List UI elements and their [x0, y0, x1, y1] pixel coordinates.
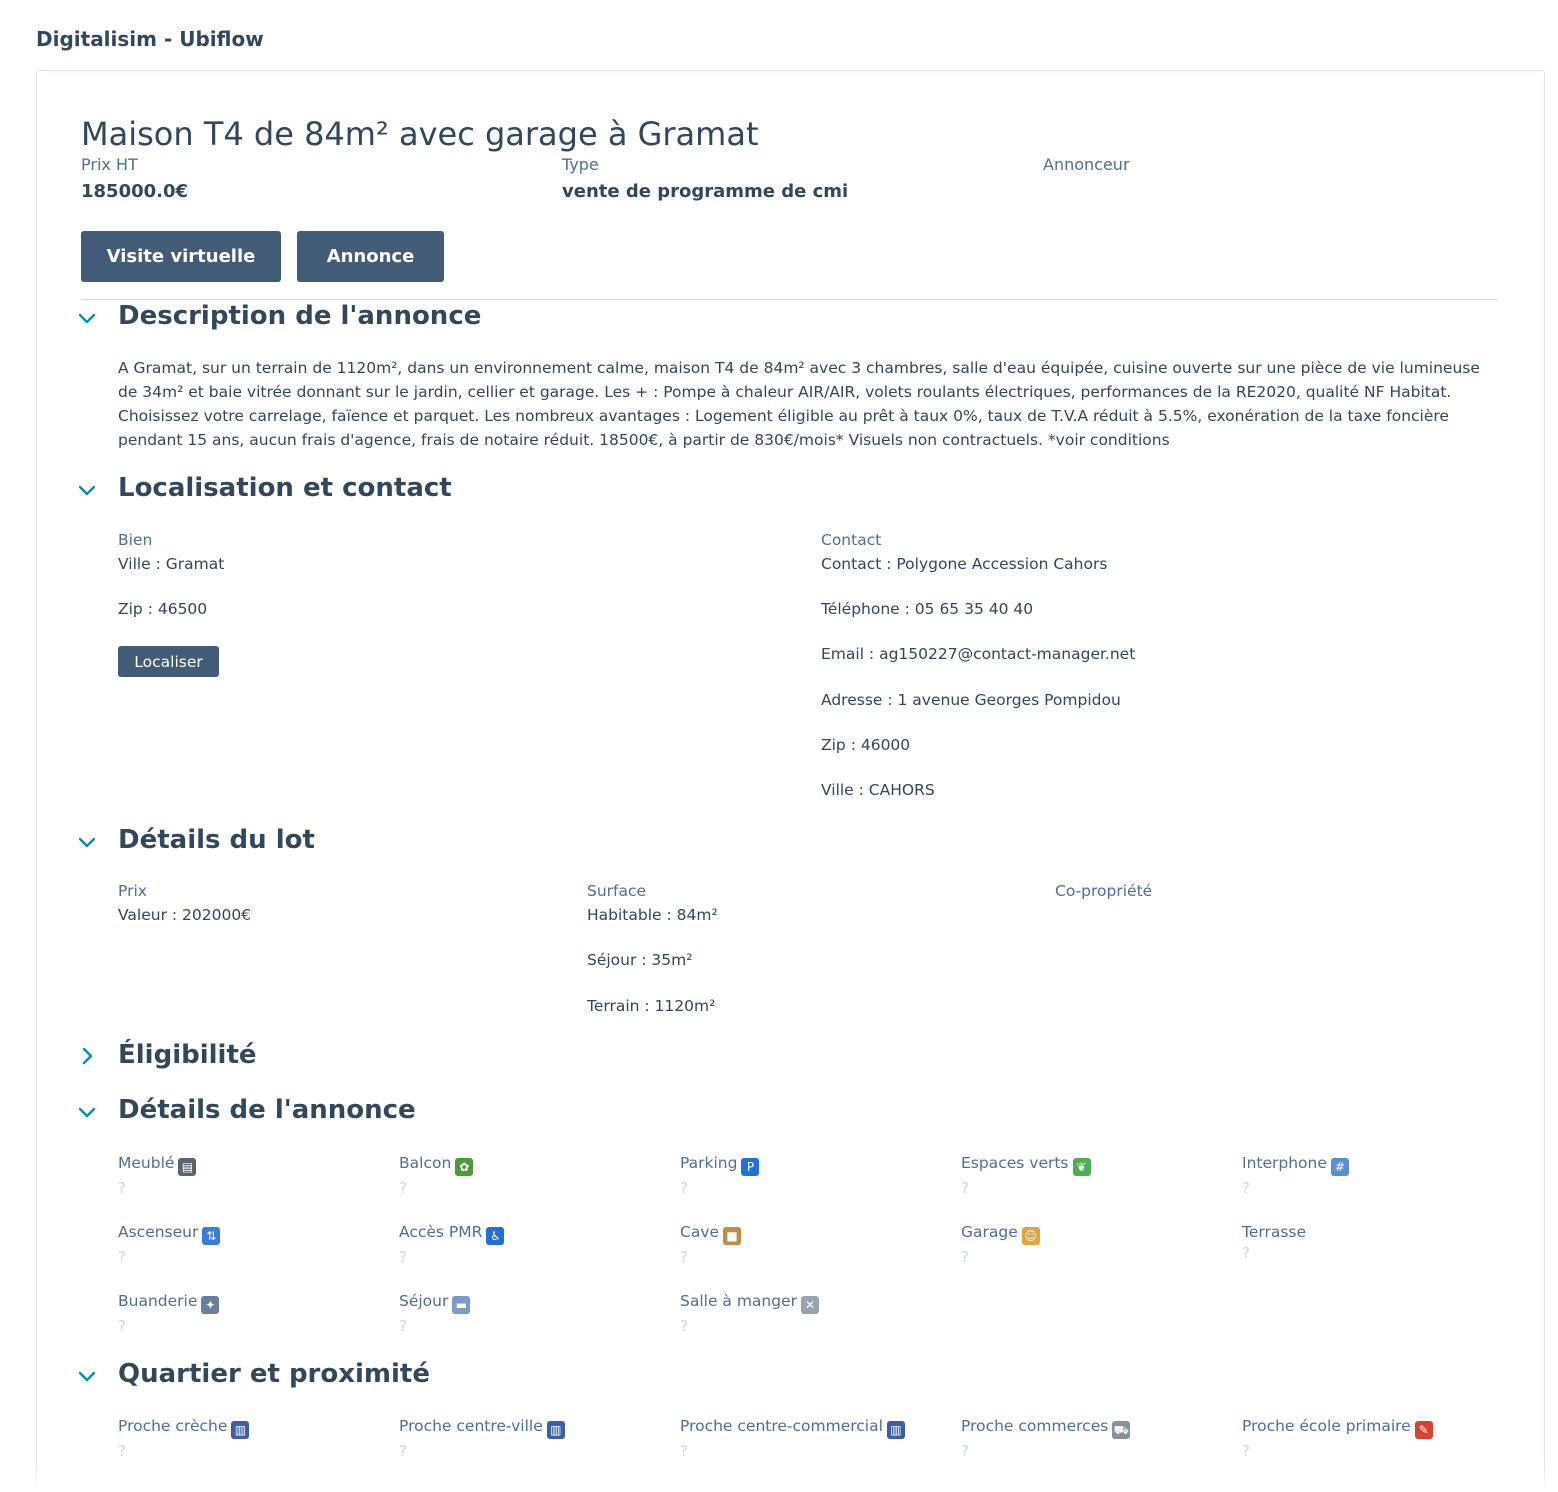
feature-label: Accès PMR: [399, 1223, 483, 1241]
unknown-value-icon: ?: [1242, 1244, 1250, 1262]
unknown-value-icon: ?: [118, 1179, 126, 1197]
feature-label: Ascenseur: [118, 1223, 199, 1241]
feature-item: [399, 1222, 669, 1266]
feature-item: [1242, 1153, 1512, 1197]
unknown-value-icon: ?: [680, 1248, 688, 1266]
feature-item: [118, 1291, 388, 1335]
cabinet-icon: ▤: [178, 1158, 196, 1176]
elevator-icon: ⇅: [202, 1227, 220, 1245]
unknown-value-icon: ?: [1242, 1179, 1250, 1197]
property-zip: Zip : 46500: [118, 600, 208, 618]
unknown-value-icon: ?: [118, 1317, 126, 1335]
feature-item: [961, 1153, 1231, 1197]
fork-knife-icon: ✕: [801, 1296, 819, 1314]
unknown-value-icon: ?: [680, 1442, 688, 1460]
contact-label: Contact: [821, 531, 882, 549]
crayon-icon: ✎: [1415, 1421, 1433, 1439]
feature-label: Proche centre-commercial: [680, 1417, 883, 1435]
section-title-lot[interactable]: Détails du lot: [118, 825, 315, 855]
listing-card: [36, 70, 1545, 1492]
feature-item: [680, 1153, 950, 1197]
feature-label: Proche commerces: [961, 1417, 1109, 1435]
advertiser-label: Annonceur: [1043, 155, 1130, 174]
surface-habitable: Habitable : 84m²: [587, 906, 718, 924]
section-title-details[interactable]: Détails de l'annonce: [118, 1095, 416, 1125]
app-title: Digitalisim - Ubiflow: [36, 27, 264, 51]
chevron-down-icon[interactable]: [77, 1367, 97, 1387]
feature-item: [680, 1222, 950, 1266]
contact-city: Ville : CAHORS: [821, 781, 935, 799]
section-title-location[interactable]: Localisation et contact: [118, 473, 452, 503]
numbers-icon: #: [1331, 1158, 1349, 1176]
feature-label: Parking: [680, 1154, 738, 1172]
chevron-down-icon[interactable]: [77, 309, 97, 329]
feature-item: [118, 1416, 388, 1460]
lot-price-label: Prix: [118, 882, 147, 900]
price-label: Prix HT: [81, 155, 138, 174]
contact-address: Adresse : 1 avenue Georges Pompidou: [821, 691, 1121, 709]
feature-item: [680, 1416, 950, 1460]
listing-button[interactable]: Annonce: [297, 231, 444, 282]
feature-label: Garage: [961, 1223, 1018, 1241]
feature-label: Meublé: [118, 1154, 175, 1172]
surface-land: Terrain : 1120m²: [587, 997, 716, 1015]
herb-icon: ❦: [1073, 1158, 1091, 1176]
cart-icon: ⛟: [1113, 1423, 1129, 1437]
description-text: A Gramat, sur un terrain de 1120m², dans un environnement calme, maison T4 de 84m² avec 3 chambres, salle d'eau équipée, cuisine ouverte sur une pièce de vie lumineuse de 34m² et baie vitrée donnant sur le jardin, cellier et garage. Les + : Pompe à chaleur AIR/AIR, volets roulants électriques, performances de la RE2020, qualité NF Habitat. Choisissez votre carrelage, faïence et parquet. Les nombreux avantages : Logement éligible au prêt à taux 0%, taux de T.V.A réduit à 5.5%, exonération de la taxe foncière pendant 15 ans, aucun frais d'agence, frais de notaire réduit. 18500€, à partir de 830€/mois* Visuels non contractuels. *voir conditions: [118, 359, 1480, 449]
unknown-value-icon: ?: [961, 1179, 969, 1197]
feature-item: [1242, 1416, 1512, 1460]
unknown-value-icon: ?: [118, 1442, 126, 1460]
chevron-down-icon[interactable]: [77, 481, 97, 501]
box-icon: ■: [723, 1227, 741, 1245]
contact-name: Contact : Polygone Accession Cahors: [821, 555, 1108, 573]
unknown-value-icon: ?: [118, 1248, 126, 1266]
feature-item: [680, 1291, 950, 1335]
feature-label: Buanderie: [118, 1292, 198, 1310]
parking-icon: P: [741, 1158, 759, 1176]
city-icon: ▥: [547, 1421, 565, 1439]
surface-living-room: Séjour : 35m²: [587, 951, 693, 969]
feature-label: Terrasse: [1242, 1223, 1307, 1241]
chevron-down-icon[interactable]: [77, 1103, 97, 1123]
feature-label: Proche crèche: [118, 1417, 228, 1435]
mechanic-icon: ☺: [1022, 1227, 1040, 1245]
feature-label: Interphone: [1242, 1154, 1327, 1172]
contact-zip: Zip : 46000: [821, 736, 911, 754]
feature-item: [399, 1291, 669, 1335]
chevron-down-icon[interactable]: [77, 833, 97, 853]
type-label: Type: [562, 155, 599, 174]
couch-icon: ▬: [452, 1296, 470, 1314]
price-value: 185000.0€: [81, 181, 189, 202]
potted-plant-icon: ✿: [455, 1158, 473, 1176]
contact-phone: Téléphone : 05 65 35 40 40: [821, 600, 1034, 618]
section-title-description[interactable]: Description de l'annonce: [118, 301, 482, 331]
feature-label: Balcon: [399, 1154, 452, 1172]
city-icon: ▥: [887, 1421, 905, 1439]
feature-label: Séjour: [399, 1292, 449, 1310]
divider: [81, 299, 1497, 300]
feature-item: [118, 1153, 388, 1197]
shirt-icon: ✦: [201, 1296, 219, 1314]
wheelchair-icon: ♿: [486, 1227, 504, 1245]
virtual-visit-button[interactable]: Visite virtuelle: [81, 231, 281, 282]
locate-button[interactable]: Localiser: [118, 646, 219, 677]
feature-label: Salle à manger: [680, 1292, 798, 1310]
unknown-value-icon: ?: [961, 1248, 969, 1266]
property-label: Bien: [118, 531, 153, 549]
unknown-value-icon: ?: [680, 1179, 688, 1197]
coownership-label: Co-propriété: [1055, 882, 1153, 900]
unknown-value-icon: ?: [961, 1442, 969, 1460]
contact-email: Email : ag150227@contact-manager.net: [821, 645, 1136, 663]
feature-label: Proche centre-ville: [399, 1417, 543, 1435]
unknown-value-icon: ?: [399, 1442, 407, 1460]
feature-item: [961, 1416, 1231, 1460]
section-title-neighborhood[interactable]: Quartier et proximité: [118, 1359, 430, 1389]
unknown-value-icon: ?: [399, 1179, 407, 1197]
type-value: vente de programme de cmi: [562, 181, 849, 202]
feature-label: Cave: [680, 1223, 720, 1241]
feature-item: [399, 1153, 669, 1197]
bottom-fade: [0, 1468, 1558, 1492]
chevron-right-icon[interactable]: [77, 1046, 97, 1066]
unknown-value-icon: ?: [680, 1317, 688, 1335]
feature-item: [118, 1222, 388, 1266]
section-title-eligibility[interactable]: Éligibilité: [118, 1040, 257, 1070]
listing-title: Maison T4 de 84m² avec garage à Gramat: [81, 115, 759, 153]
unknown-value-icon: ?: [399, 1317, 407, 1335]
feature-label: Proche école primaire: [1242, 1417, 1411, 1435]
feature-label: Espaces verts: [961, 1154, 1069, 1172]
unknown-value-icon: ?: [399, 1248, 407, 1266]
property-city: Ville : Gramat: [118, 555, 225, 573]
feature-item: [961, 1222, 1231, 1266]
unknown-value-icon: ?: [1242, 1442, 1250, 1460]
lot-price-value: Valeur : 202000€: [118, 906, 252, 924]
feature-item: [399, 1416, 669, 1460]
feature-item: [1242, 1222, 1512, 1262]
city-icon: ▥: [231, 1421, 249, 1439]
surface-label: Surface: [587, 882, 647, 900]
